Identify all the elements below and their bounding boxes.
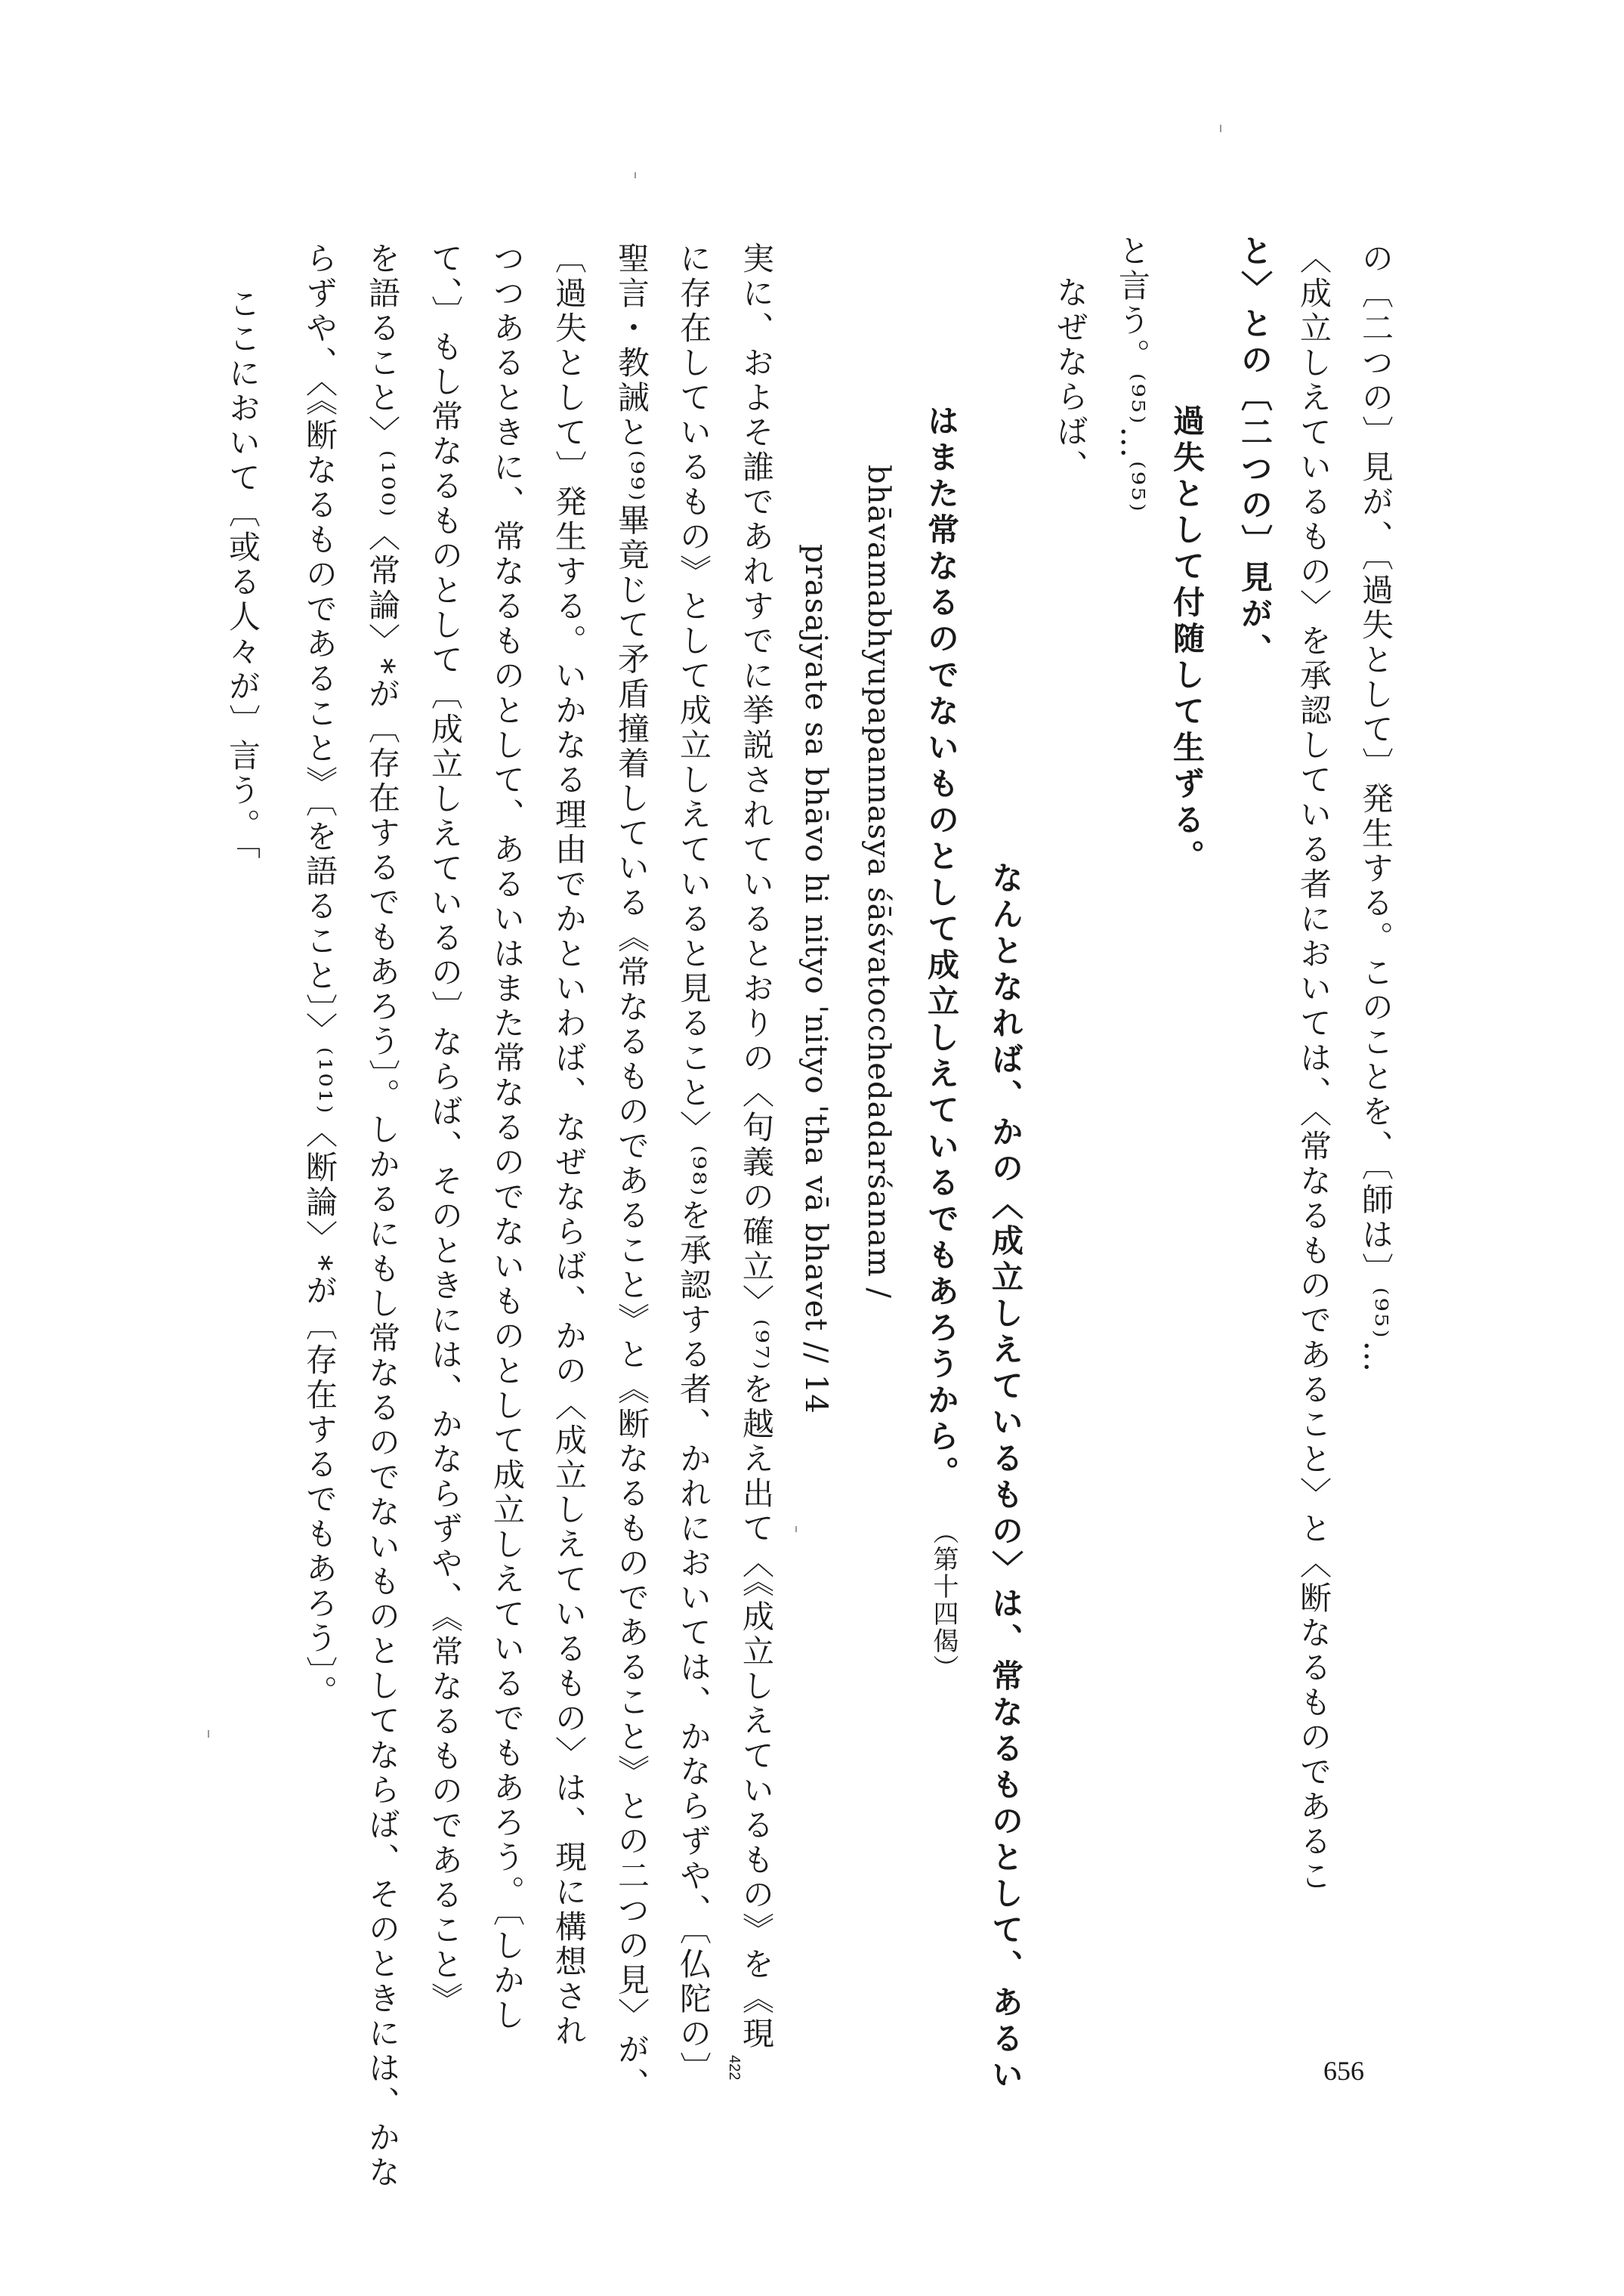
text-column-14: 〔過失として〕発生する。いかなる理由でかといわば、なぜならば、かの〈成立しえているもの〉は、現に構想され [551,242,588,2049]
scan-speck [634,172,636,178]
text-column-6: なぜならば、 [1052,276,1089,484]
scan-speck [1220,125,1221,132]
text-column-5: と言う。⁽⁹⁵⁾…⁽⁹⁵⁾ [1114,234,1151,515]
verse-number: （第十四偈） [928,1519,959,1682]
verse-column-2: はまた常なるのでないものとして成立しえているでもあろうから。 [923,404,960,1492]
text-column-19: ここにおいて〔或る人々が〕言う。「 [224,287,261,862]
margin-number: 422 [726,2055,743,2081]
text-column-2: 〈成立しえているもの〉を承認している者においては、〈常なるものであること〉と〈断なるものであるこ [1295,242,1332,1894]
text-column-1: の〔二つの〕見が、〔過失として〕発生する。このことを、〔師は〕⁽⁹⁵⁾… [1357,242,1394,1376]
text-column-12: に存在しているもの》として成立しえていると見ること〉⁽⁹⁸⁾を承認する者、かれにおいては、かならずや、〔仏陀の〕 [675,242,712,2087]
text-column-13: 聖言・教誡と⁽⁹⁹⁾畢竟じて矛盾撞着している《常なるものであること》と《断なるものであること》との二つの見〉が、 [613,242,650,2103]
text-column-18: らずや、〈《断なるものであること》〔を語ること〕〉⁽¹⁰¹⁾〈断論〉*が〔存在するでもあろう〕。 [301,242,338,1710]
scan-speck [795,1526,797,1532]
verse-column-1: なんとなれば、かの〈成立しえているもの〉は、常なるものとして、あるい [987,861,1024,2094]
sanskrit-line-1: bhāvamabhyupapannasya śāśvatocchedadarśanam / [861,465,896,1299]
sanskrit-line-2: prasajyate sa bhāvo hi nityo 'nityo 'tha vā bhavet // 14 [798,544,833,1414]
page-number: 656 [1323,2056,1364,2086]
text-column-3: と〉との〔二つの〕見が、 [1237,234,1274,669]
text-column-11: 実に、およそ誰であれすでに挙説されているとおりの〈句義の確立〉⁽⁹⁷⁾を越え出て〈《成立しえているもの》を《現 [738,242,775,2052]
scan-speck [208,1730,209,1738]
text-column-15: つつあるときに、常なるものとして、あるいはまた常なるのでないものとして成立しえているでもあろう。〔しかし [489,242,526,2033]
text-column-17: を語ること〉⁽¹⁰⁰⁾〈常論〉*が〔存在するでもあろう〕。しかるにもし常なるのでないものとしてならば、そのときには、かな [364,242,401,2191]
text-column-4: 過失として付随して生ずる。 [1169,404,1206,876]
text-column-16: て、〕もし常なるものとして〔成立しえているの〕ならば、そのときには、かならずや、《常なるものであること》 [427,242,464,2017]
